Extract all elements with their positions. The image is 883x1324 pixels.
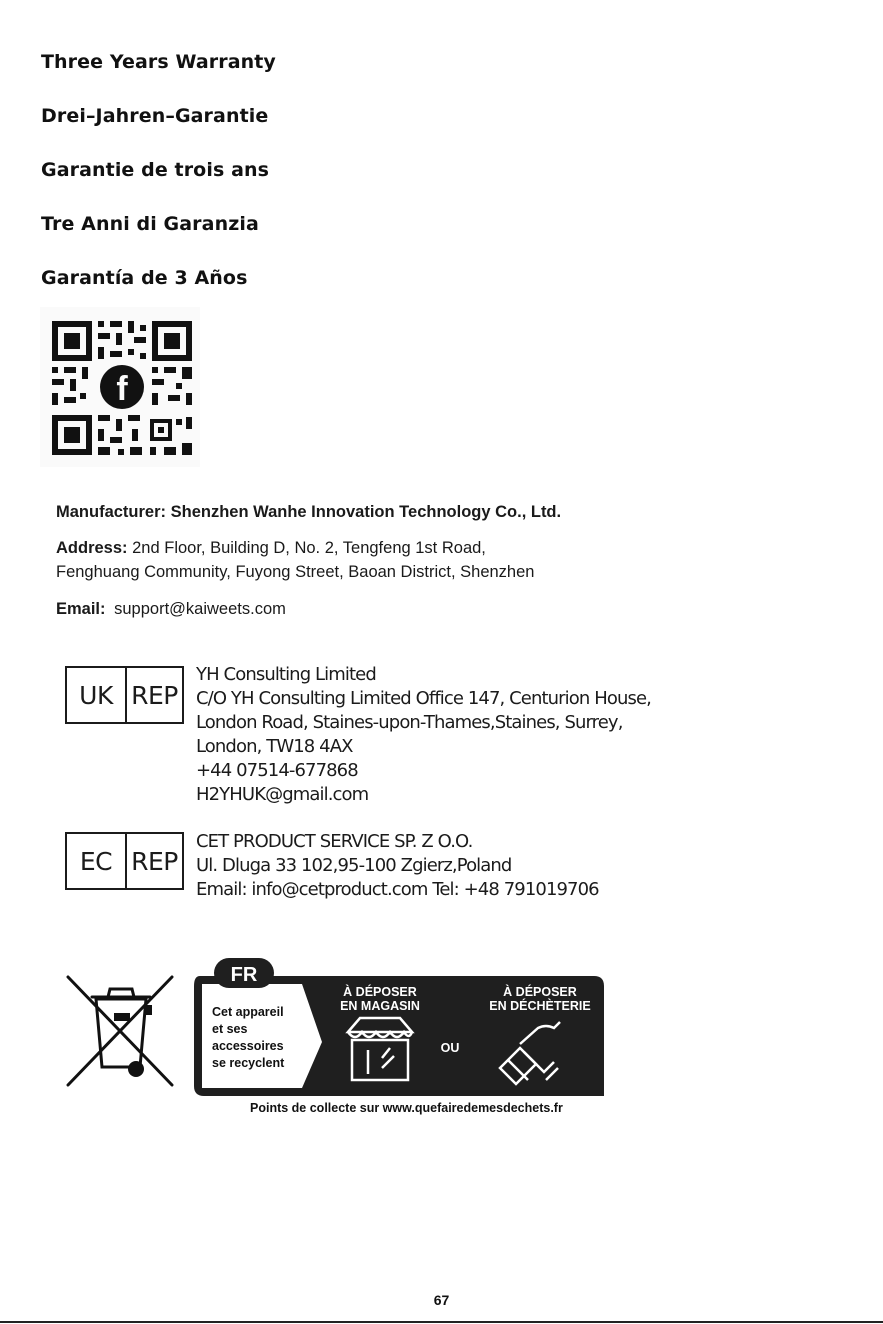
triman-device-line: se recyclent (212, 1056, 285, 1070)
facebook-qr-code-icon (40, 307, 200, 467)
ec-rep-line: Ul. Dluga 33 102,95-100 Zgierz,Poland (196, 855, 512, 876)
triman-dump-title: À DÉPOSER (503, 985, 577, 999)
warranty-heading-it: Tre Anni di Garanzia (41, 213, 259, 235)
warranty-heading-es: Garantía de 3 Años (41, 267, 248, 289)
uk-rep-line: London Road, Staines-upon-Thames,Staines, Surrey, (196, 712, 623, 733)
triman-or-label: OU (440, 1041, 460, 1055)
triman-device-line: accessoires (212, 1039, 284, 1053)
ec-rep-line: CET PRODUCT SERVICE SP. Z O.O. (196, 831, 473, 852)
address-text-1: 2nd Floor, Building D, No. 2, Tengfeng 1st Road, (132, 539, 486, 557)
manufacturer-name: Shenzhen Wanhe Innovation Technology Co., Ltd. (170, 503, 562, 521)
uk-rep-line: C/O YH Consulting Limited Office 147, Centurion House, (196, 688, 651, 709)
triman-dump-title: EN DÉCHÈTERIE (489, 999, 591, 1013)
bottom-divider (0, 1321, 883, 1323)
triman-store-title: EN MAGASIN (340, 999, 420, 1013)
triman-device-line: Cet appareil (212, 1005, 284, 1019)
page-number: 67 (433, 1292, 450, 1308)
ec-rep-badge (65, 832, 184, 890)
warranty-heading-de: Drei–Jahren–Garantie (41, 105, 269, 127)
manufacturer-line (56, 500, 561, 524)
email-line (56, 597, 286, 621)
warranty-heading-fr: Garantie de trois ans (41, 159, 270, 181)
ec-rep-badge-right: REP (131, 846, 178, 876)
email-address: support@kaiweets.com (114, 600, 286, 618)
ec-rep-badge-left: EC (67, 834, 127, 888)
ec-rep-line: Email: info@cetproduct.com Tel: +48 791019706 (196, 879, 599, 900)
manufacturer-label: Manufacturer: (56, 503, 167, 521)
collection-points-text: Points de collecte sur www.quefairedemesdechets.fr (250, 1101, 563, 1115)
uk-rep-line: H2YHUK@gmail.com (196, 784, 369, 805)
uk-rep-badge-left: UK (67, 668, 127, 722)
uk-rep-line: London, TW18 4AX (196, 736, 353, 757)
address-line-2: Fenghuang Community, Fuyong Street, Baoan District, Shenzhen (56, 563, 535, 581)
warranty-heading-en: Three Years Warranty (41, 51, 276, 73)
uk-rep-line: YH Consulting Limited (196, 664, 376, 685)
address-line-1 (56, 536, 486, 560)
triman-country-label: FR (230, 964, 258, 986)
crossed-out-wheelie-bin-icon (66, 975, 176, 1089)
triman-store-title: À DÉPOSER (343, 985, 417, 999)
triman-recycling-panel (190, 952, 606, 1098)
ec-rep-details (196, 830, 599, 902)
uk-rep-badge-right: REP (131, 680, 178, 710)
email-label: Email: (56, 600, 106, 618)
uk-rep-line: +44 07514-677868 (196, 760, 358, 781)
address-label: Address: (56, 539, 128, 557)
qr-facebook-letter: f (116, 370, 128, 408)
uk-rep-badge (65, 666, 184, 724)
uk-rep-details (196, 663, 651, 807)
triman-device-line: et ses (212, 1022, 248, 1036)
